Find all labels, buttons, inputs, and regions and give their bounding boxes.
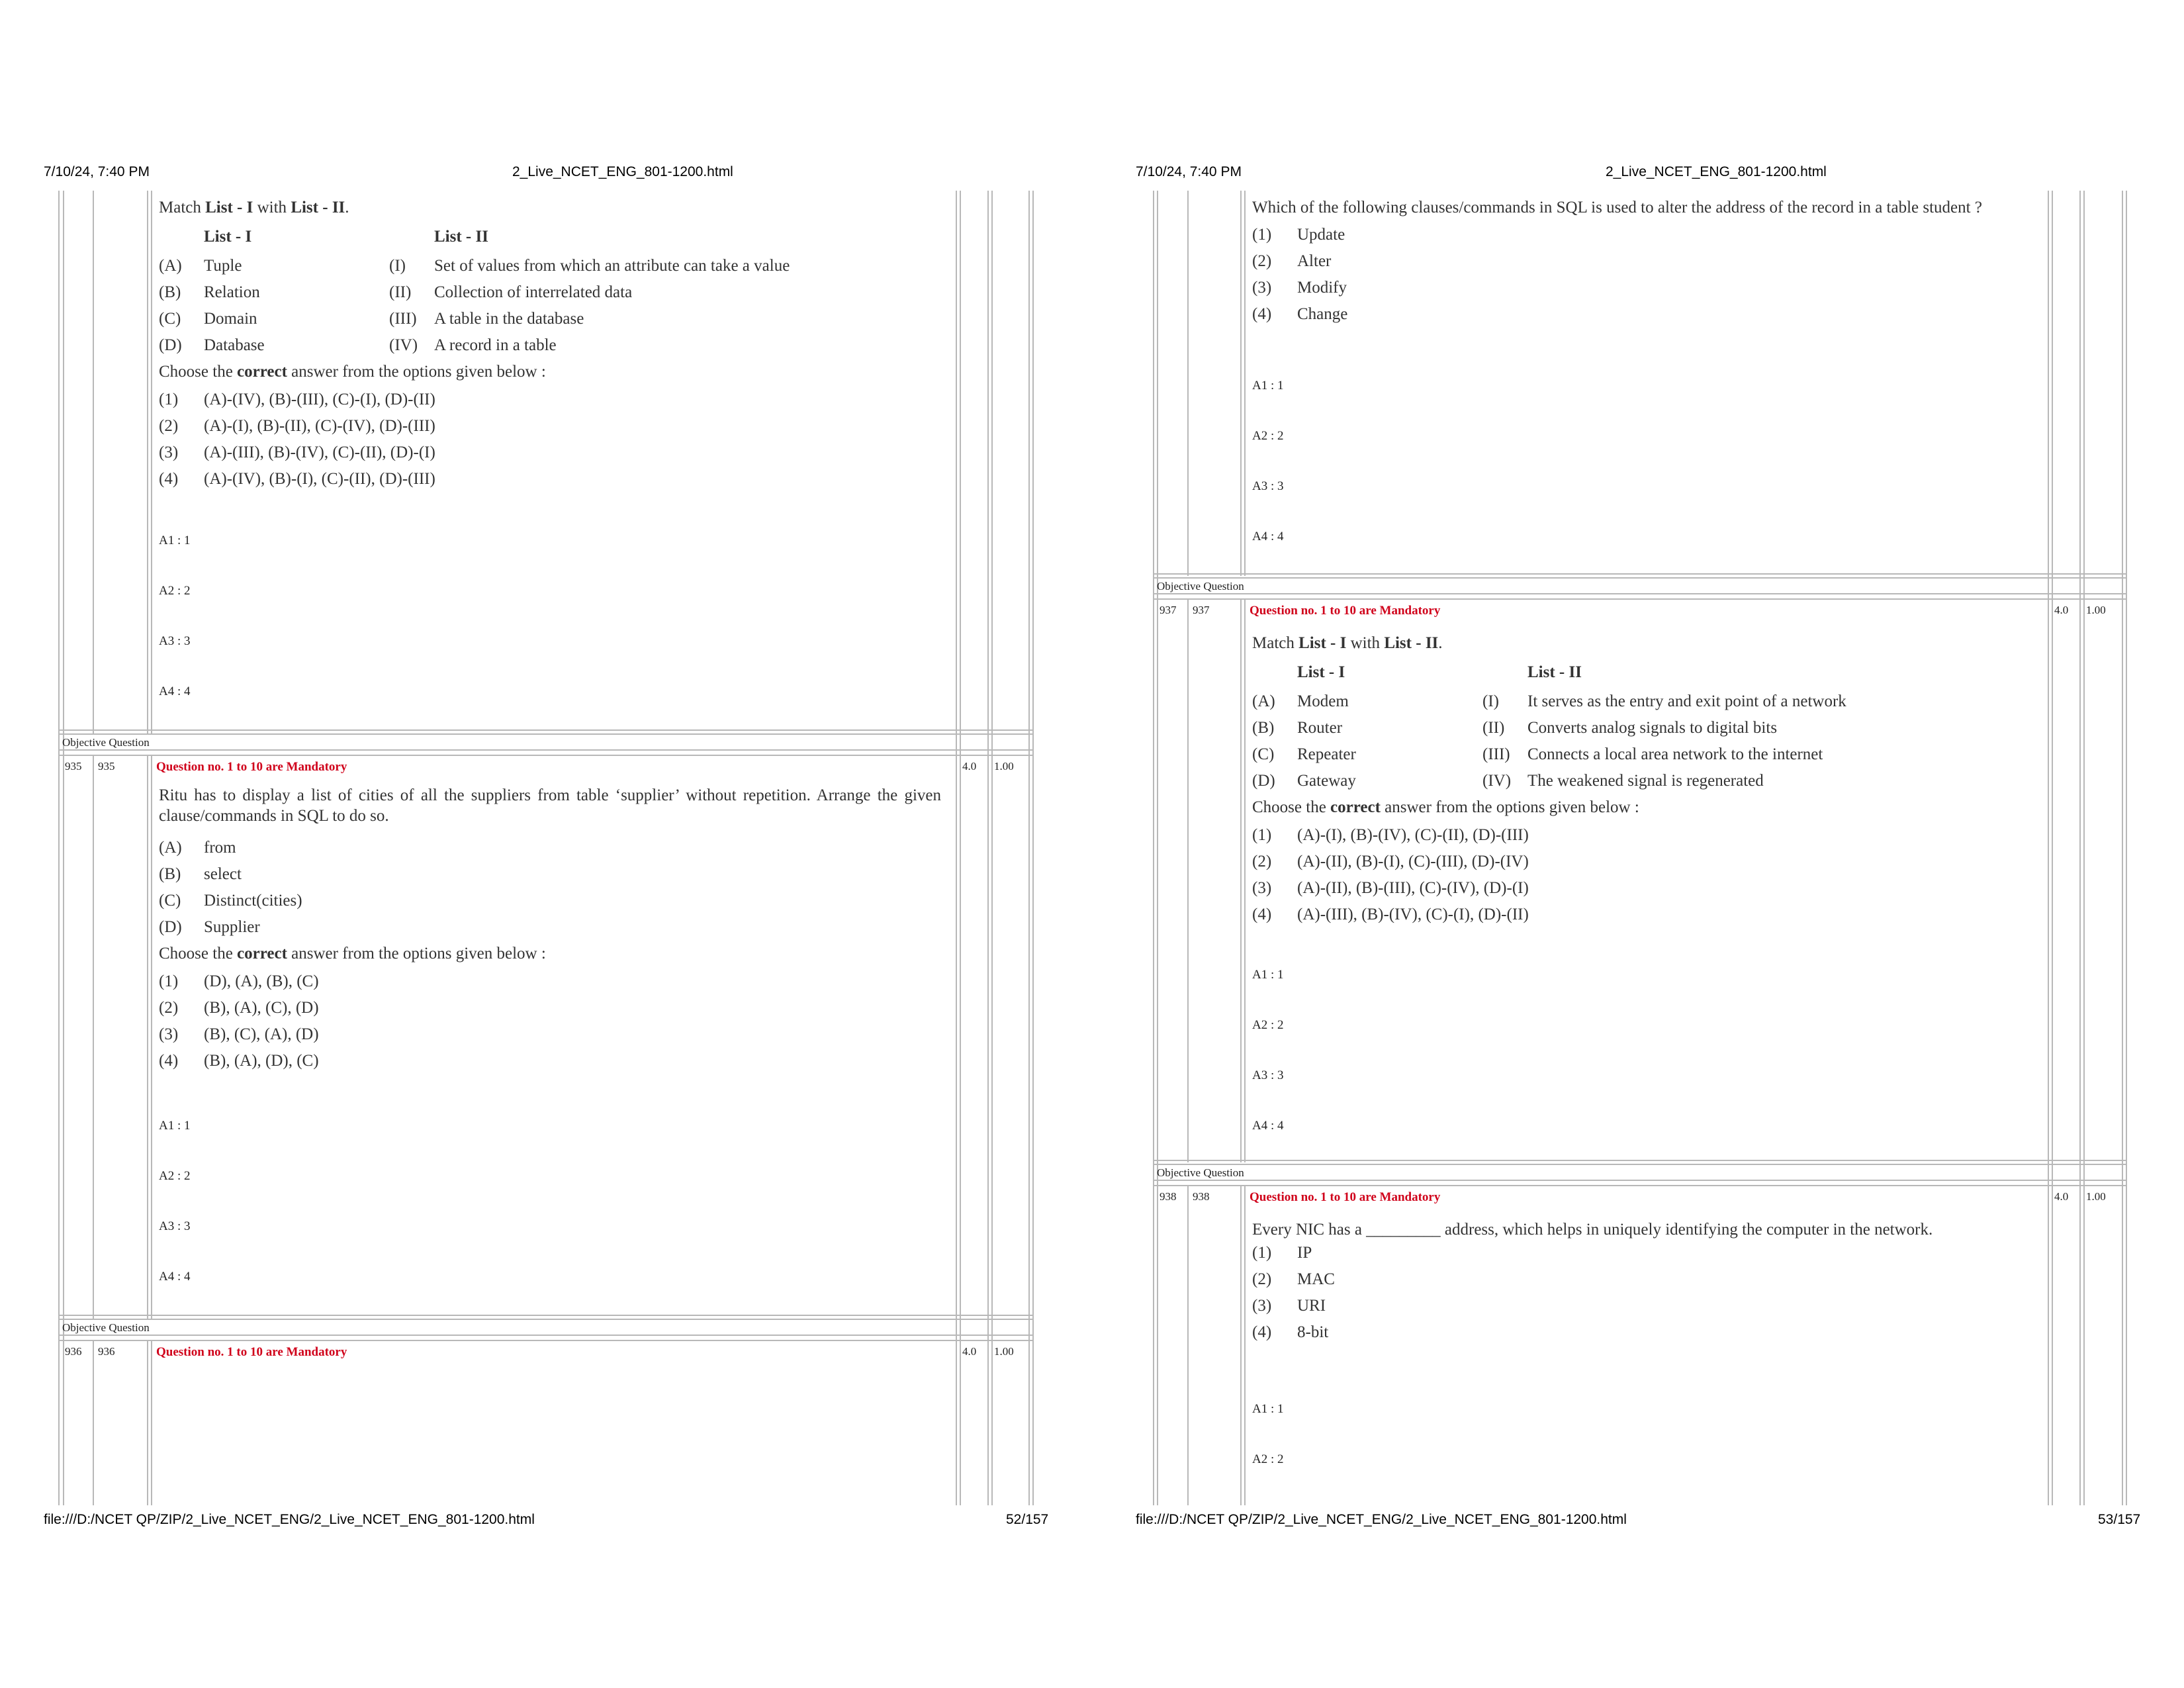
objective-question-label: Objective Question	[1157, 1166, 1244, 1179]
grid-line	[1153, 593, 2127, 594]
answer-key: A4 : 4	[1252, 530, 1284, 543]
grid-line	[1240, 1185, 1242, 1505]
question-937-body	[1252, 633, 2033, 931]
marks: 4.0	[2054, 1190, 2069, 1203]
grid-line	[1244, 598, 1246, 1162]
match-row: (D) Database (IV) A record in a table	[159, 336, 557, 354]
page-number: 53/157	[2098, 1512, 2141, 1527]
match-row: (C) Repeater (III) Connects a local area network to the internet	[1252, 745, 1823, 763]
option-row: (4) Change	[1252, 305, 1348, 324]
question-id: 935	[98, 760, 115, 773]
grid-line	[58, 1319, 1032, 1320]
question-text: Which of the following clauses/commands in SQL is used to alter the address of the record in a table student ?	[1252, 199, 1982, 216]
grid-line	[147, 755, 148, 1319]
grid-line	[2079, 191, 2081, 1505]
option-row: (1) Update	[1252, 226, 1345, 244]
question-id: 937	[1193, 604, 1210, 616]
mandatory-notice: Question no. 1 to 10 are Mandatory	[156, 760, 347, 774]
objective-question-label: Objective Question	[62, 736, 150, 749]
option-row: (1) (A)-(IV), (B)-(III), (C)-(I), (D)-(II)	[159, 391, 435, 408]
item-row: (B) select	[159, 865, 242, 883]
objective-question-label: Objective Question	[1157, 580, 1244, 592]
question-number: 937	[1160, 604, 1177, 616]
grid-line	[1028, 191, 1030, 1505]
answer-key: A2 : 2	[1252, 429, 1284, 443]
answer-key: A1 : 1	[159, 1119, 191, 1133]
match-instruction: Match List - I with List - II.	[159, 199, 349, 216]
item-row: (D) Supplier	[159, 917, 260, 936]
question-938-body	[1252, 1219, 2033, 1348]
marks: 4.0	[962, 1345, 977, 1358]
grid-line	[1032, 191, 1034, 1505]
option-row: (3) Modify	[1252, 279, 1347, 297]
grid-line	[1153, 1180, 2127, 1181]
question-number: 935	[65, 760, 82, 773]
option-row: (1) IP	[1252, 1244, 1312, 1262]
negative-marks: 1.00	[994, 760, 1014, 773]
grid-line	[1153, 598, 2127, 600]
answer-key: A2 : 2	[159, 1169, 191, 1183]
grid-line	[58, 733, 1032, 735]
grid-line	[1244, 1185, 1246, 1505]
choose-instruction: Choose the correct answer from the options given below :	[1252, 798, 1639, 816]
question-934-body	[159, 197, 940, 495]
match-row: (B) Router (II) Converts analog signals to digital bits	[1252, 719, 1778, 737]
print-footer-path: file:///D:/NCET QP/ZIP/2_Live_NCET_ENG/2_Live_NCET_ENG_801-1200.html	[44, 1512, 535, 1527]
grid-line	[987, 191, 989, 1505]
grid-line	[63, 191, 64, 1505]
grid-line	[93, 191, 94, 733]
print-file-title: 2_Live_NCET_ENG_801-1200.html	[1606, 164, 1827, 179]
option-row: (4) 8-bit	[1252, 1323, 1329, 1342]
match-row: (A) Modem (I) It serves as the entry and exit point of a network	[1252, 692, 1846, 710]
answer-key: A1 : 1	[159, 534, 191, 547]
answer-key: A3 : 3	[159, 1219, 191, 1233]
grid-line	[1153, 1185, 2127, 1186]
option-row: (3) (B), (C), (A), (D)	[159, 1025, 319, 1043]
grid-line	[2048, 191, 2049, 1505]
grid-line	[1240, 598, 1242, 1162]
item-row: (C) Distinct(cities)	[159, 891, 302, 910]
mandatory-notice: Question no. 1 to 10 are Mandatory	[1250, 604, 1441, 618]
grid-line	[2126, 191, 2127, 1505]
choose-instruction: Choose the correct answer from the options given below :	[159, 944, 546, 962]
grid-line	[960, 191, 961, 1505]
grid-line	[2083, 191, 2085, 1505]
question-number: 938	[1160, 1190, 1177, 1203]
page-right	[1092, 0, 2184, 1688]
grid-line	[151, 191, 152, 733]
option-row: (2) (B), (A), (C), (D)	[159, 998, 319, 1017]
grid-line	[1244, 191, 1246, 576]
grid-line	[1153, 191, 1154, 1505]
match-row: (C) Domain (III) A table in the database	[159, 310, 584, 328]
option-row: (2) (A)-(II), (B)-(I), (C)-(III), (D)-(IV)	[1252, 853, 1529, 870]
option-row: (2) Alter	[1252, 252, 1332, 271]
answer-key: A3 : 3	[1252, 479, 1284, 493]
question-935-body	[159, 785, 941, 1077]
marks: 4.0	[962, 760, 977, 773]
grid-line	[1187, 191, 1189, 576]
choose-instruction: Choose the correct answer from the options given below :	[159, 363, 546, 381]
grid-line	[1240, 191, 1242, 576]
mandatory-notice: Question no. 1 to 10 are Mandatory	[1250, 1190, 1441, 1204]
objective-question-label: Objective Question	[62, 1321, 150, 1334]
grid-line	[151, 755, 152, 1319]
answer-key: A1 : 1	[1252, 968, 1284, 982]
answer-key: A4 : 4	[159, 1270, 191, 1284]
answer-key: A1 : 1	[1252, 379, 1284, 393]
match-row: (A) Tuple (I) Set of values from which an attribute can take a value	[159, 257, 790, 275]
question-number: 936	[65, 1345, 82, 1358]
match-row: (B) Relation (II) Collection of interrelated data	[159, 283, 633, 301]
grid-line	[58, 1315, 1032, 1316]
answer-key: A2 : 2	[159, 584, 191, 598]
grid-line	[58, 1340, 1032, 1341]
grid-line	[2122, 191, 2123, 1505]
list-headers: List - I List - II	[1297, 663, 1582, 681]
answer-key: A4 : 4	[1252, 1119, 1284, 1133]
answer-key: A3 : 3	[1252, 1068, 1284, 1082]
grid-line	[58, 729, 1032, 731]
grid-line	[93, 1340, 94, 1505]
answer-key: A2 : 2	[1252, 1018, 1284, 1032]
grid-line	[1153, 577, 2127, 579]
grid-line	[2052, 191, 2053, 1505]
match-instruction: Match List - I with List - II.	[1252, 634, 1443, 652]
grid-line	[1157, 191, 1158, 1505]
grid-line	[58, 749, 1032, 751]
option-row: (1) (D), (A), (B), (C)	[159, 972, 319, 990]
grid-line	[147, 1340, 148, 1505]
grid-line	[58, 1335, 1032, 1336]
negative-marks: 1.00	[994, 1345, 1014, 1358]
negative-marks: 1.00	[2086, 604, 2106, 616]
option-row: (3) (A)-(II), (B)-(III), (C)-(IV), (D)-(I)	[1252, 879, 1529, 897]
option-row: (2) MAC	[1252, 1270, 1335, 1289]
item-row: (A) from	[159, 838, 236, 857]
grid-line	[1153, 1164, 2127, 1165]
print-date: 7/10/24, 7:40 PM	[1136, 164, 1242, 179]
option-row: (2) (A)-(I), (B)-(II), (C)-(IV), (D)-(III)	[159, 417, 435, 435]
grid-line	[1187, 598, 1189, 1162]
option-row: (4) (B), (A), (D), (C)	[159, 1051, 319, 1070]
grid-line	[1187, 1185, 1189, 1505]
grid-line	[1153, 1160, 2127, 1161]
mandatory-notice: Question no. 1 to 10 are Mandatory	[156, 1345, 347, 1359]
question-id: 938	[1193, 1190, 1210, 1203]
option-row: (4) (A)-(IV), (B)-(I), (C)-(II), (D)-(III)	[159, 470, 435, 488]
answer-key: A2 : 2	[1252, 1452, 1284, 1466]
list-headers: List - I List - II	[204, 228, 488, 246]
question-text: Every NIC has a _________ address, which helps in uniquely identifying the computer in the network.	[1252, 1221, 1933, 1239]
question-936-body	[1252, 197, 2033, 330]
answer-key: A4 : 4	[159, 684, 191, 698]
question-text: Ritu has to display a list of cities of all the suppliers from table ‘supplier’ without repetition. Arrange the given clause/commands in SQL to do so.	[159, 786, 941, 825]
negative-marks: 1.00	[2086, 1190, 2106, 1203]
question-id: 936	[98, 1345, 115, 1358]
grid-line	[991, 191, 993, 1505]
print-date: 7/10/24, 7:40 PM	[44, 164, 150, 179]
print-file-title: 2_Live_NCET_ENG_801-1200.html	[512, 164, 733, 179]
grid-line	[1153, 573, 2127, 575]
grid-line	[151, 1340, 152, 1505]
grid-line	[58, 755, 1032, 756]
match-row: (D) Gateway (IV) The weakened signal is regenerated	[1252, 772, 1764, 790]
option-row: (4) (A)-(III), (B)-(IV), (C)-(I), (D)-(II)	[1252, 906, 1529, 923]
grid-line	[956, 191, 957, 1505]
marks: 4.0	[2054, 604, 2069, 616]
option-row: (3) (A)-(III), (B)-(IV), (C)-(II), (D)-(I)	[159, 444, 435, 461]
grid-line	[147, 191, 148, 733]
grid-line	[93, 755, 94, 1319]
option-row: (3) URI	[1252, 1297, 1326, 1315]
page-number: 52/157	[1006, 1512, 1049, 1527]
print-footer-path: file:///D:/NCET QP/ZIP/2_Live_NCET_ENG/2_Live_NCET_ENG_801-1200.html	[1136, 1512, 1627, 1527]
option-row: (1) (A)-(I), (B)-(IV), (C)-(II), (D)-(III)	[1252, 826, 1529, 844]
grid-line	[58, 191, 60, 1505]
answer-key: A3 : 3	[159, 634, 191, 648]
answer-key: A1 : 1	[1252, 1402, 1284, 1416]
